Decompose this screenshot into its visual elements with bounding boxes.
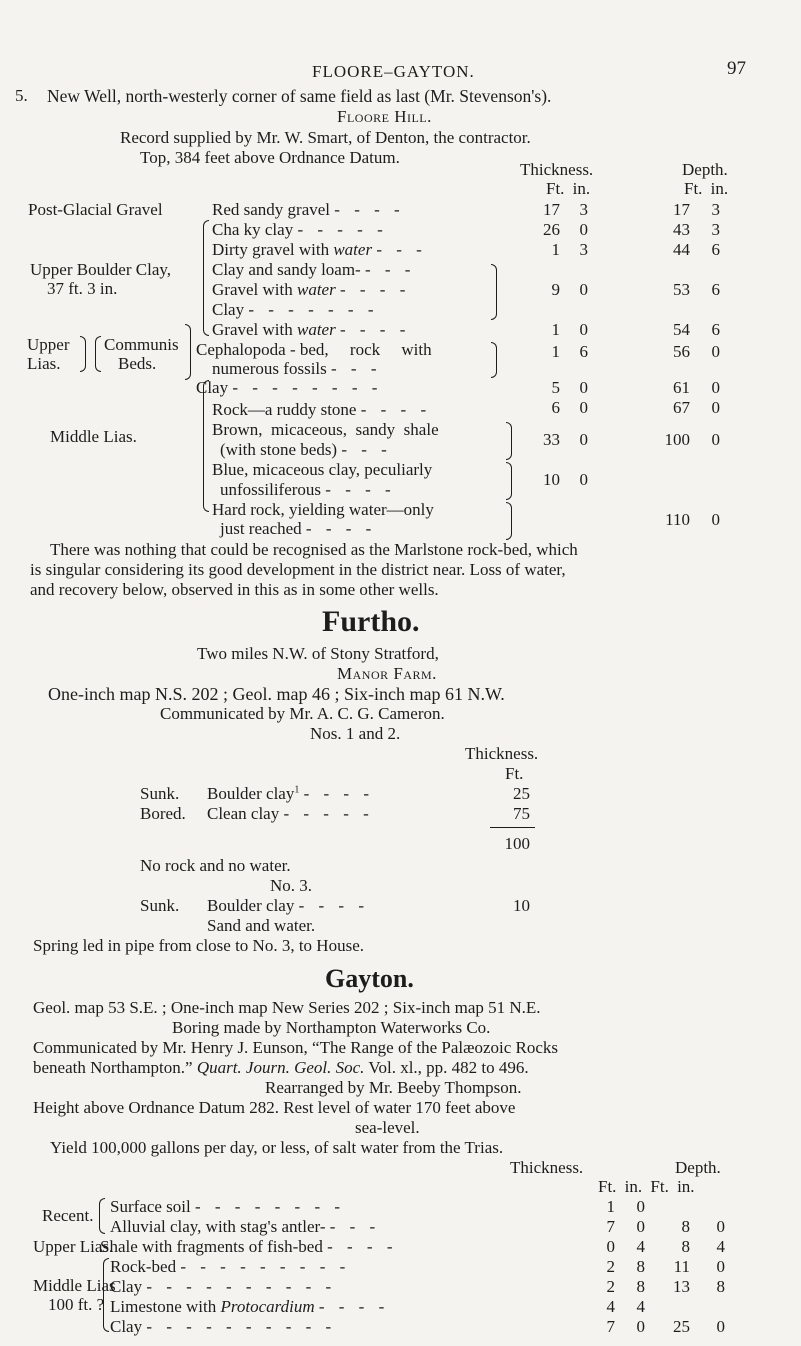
brace-upper-lias: [80, 336, 86, 372]
depth-in: 0: [711, 342, 720, 361]
col-units-depth: Ft. in.: [684, 179, 729, 198]
g-depth-in: 0: [716, 1257, 725, 1276]
well5-note-3: and recovery below, observed in this as in some other wells.: [30, 580, 439, 599]
stratum-gravel-water-2: Gravel with water - - - -: [212, 320, 411, 339]
group-middle-lias: Middle Lias.: [50, 427, 137, 446]
well-top: Top, 384 feet above Ordnance Datum.: [140, 148, 400, 167]
thickness-in: 6: [579, 342, 588, 361]
furtho-row-ft: 25: [513, 784, 530, 803]
thickness-ft: 6: [551, 398, 560, 417]
total-rule: [490, 827, 535, 828]
gayton-stratum: Surface soil - - - - - - - -: [110, 1197, 346, 1216]
well5-note-1: There was nothing that could be recognised as the Marlstone rock-bed, which: [50, 540, 578, 559]
thickness-ft: 9: [551, 280, 560, 299]
gayton-group-recent: Recent.: [42, 1206, 94, 1225]
depth-ft: 17: [673, 200, 690, 219]
thickness-ft: 5: [551, 378, 560, 397]
g-thickness-in: 0: [636, 1217, 645, 1236]
brace-brown-shale: [506, 422, 512, 460]
gayton-group-upper-lias: Upper Lias.: [33, 1237, 114, 1256]
gayton-boring: Boring made by Northampton Waterworks Co.: [172, 1018, 491, 1037]
furtho-total: 100: [504, 834, 530, 853]
g-depth-ft: 11: [673, 1257, 690, 1276]
stratum-hard-rock: Hard rock, yielding water—only: [212, 500, 434, 519]
thickness-ft: 33: [543, 430, 560, 449]
depth-ft: 54: [673, 320, 690, 339]
brace-hard-rock: [506, 502, 512, 540]
group-boulder-thickness: 37 ft. 3 in.: [47, 279, 118, 298]
brace-recent: [99, 1198, 105, 1234]
furtho-location: Two miles N.W. of Stony Stratford,: [197, 644, 439, 663]
g-depth-in: 4: [716, 1237, 725, 1256]
gayton-stratum: Rock-bed - - - - - - - - -: [110, 1257, 351, 1276]
stratum-brown-shale: Brown, micaceous, sandy shale: [212, 420, 439, 439]
stratum-blue-clay: Blue, micaceous clay, peculiarly: [212, 460, 433, 479]
furtho-row-text: Clean clay - - - - -: [207, 804, 374, 823]
thickness-in: 0: [579, 430, 588, 449]
g-thickness-in: 8: [636, 1257, 645, 1276]
g-depth-in: 8: [716, 1277, 725, 1296]
furtho-spring: Spring led in pipe from close to No. 3, to House.: [33, 936, 364, 955]
gayton-col-depth: Depth.: [675, 1158, 721, 1177]
brace-middle-lias: [203, 380, 209, 512]
g-depth-in: 0: [716, 1217, 725, 1236]
g-thickness-in: 0: [636, 1197, 645, 1216]
thickness-ft: 17: [543, 200, 560, 219]
well5-note-2: is singular considering its good development in the district near. Loss of water,: [30, 560, 566, 579]
g-thickness-ft: 2: [606, 1257, 615, 1276]
brace-communis: [95, 336, 101, 372]
depth-in: 0: [711, 510, 720, 529]
stratum-clay-2: Clay - - - - - - - -: [196, 378, 383, 397]
thickness-in: 0: [579, 378, 588, 397]
furtho-row3-label: Sunk.: [140, 896, 180, 915]
stratum-clay-loam: Clay and sandy loam- - - -: [212, 260, 416, 279]
g-thickness-ft: 0: [606, 1237, 615, 1256]
thickness-ft: 26: [543, 220, 560, 239]
furtho-no3: No. 3.: [270, 876, 313, 895]
furtho-place: Manor Farm.: [337, 664, 437, 683]
gayton-col-units: Ft. in. Ft. in.: [598, 1177, 695, 1196]
stratum-red-sandy-gravel: Red sandy gravel - - - -: [212, 200, 405, 219]
group-beds: Beds.: [118, 354, 157, 373]
furtho-row-label: Sunk.: [140, 784, 180, 803]
depth-in: 6: [711, 240, 720, 259]
well-record: Record supplied by Mr. W. Smart, of Denton, the contractor.: [120, 128, 531, 147]
depth-ft: 43: [673, 220, 690, 239]
stratum-gravel-water: Gravel with water - - - -: [212, 280, 411, 299]
gayton-stratum: Clay - - - - - - - - - -: [110, 1317, 337, 1336]
depth-ft: 100: [664, 430, 690, 449]
thickness-in: 0: [579, 220, 588, 239]
furtho-row3-ft: 10: [513, 896, 530, 915]
stratum-rock-ruddy: Rock—a ruddy stone - - - -: [212, 400, 432, 419]
group-upper: Upper: [27, 335, 70, 354]
brace-gravel-water: [491, 264, 497, 320]
furtho-maps: One-inch map N.S. 202 ; Geol. map 46 ; Six-inch map 61 N.W.: [48, 684, 505, 704]
depth-in: 3: [711, 200, 720, 219]
furtho-col-thickness: Thickness.: [465, 744, 539, 763]
depth-in: 3: [711, 220, 720, 239]
g-depth-in: 0: [716, 1317, 725, 1336]
g-thickness-ft: 1: [606, 1197, 615, 1216]
gayton-rearranged: Rearranged by Mr. Beeby Thompson.: [265, 1078, 522, 1097]
gayton-communicated-2: beneath Northampton.” Quart. Journ. Geol. Soc. Vol. xl., pp. 482 to 496.: [33, 1058, 529, 1077]
depth-ft: 44: [673, 240, 690, 259]
gayton-maps: Geol. map 53 S.E. ; One-inch map New Series 202 ; Six-inch map 51 N.E.: [33, 998, 541, 1017]
depth-in: 0: [711, 430, 720, 449]
page-number: 97: [727, 58, 746, 79]
stratum-dirty-gravel: Dirty gravel with water - - -: [212, 240, 427, 259]
g-thickness-in: 8: [636, 1277, 645, 1296]
depth-ft: 110: [665, 510, 690, 529]
brace-boulder-clay: [203, 220, 209, 336]
gayton-group-middle-lias: Middle Lias: [33, 1276, 116, 1295]
heading-furtho: Furtho.: [322, 605, 420, 638]
thickness-ft: 1: [551, 240, 560, 259]
stratum-clay: Clay - - - - - - -: [212, 300, 379, 319]
g-depth-ft: 8: [681, 1237, 690, 1256]
brace-middle-lias-gayton: [103, 1258, 109, 1332]
furtho-sand: Sand and water.: [207, 916, 316, 935]
group-postglacial: Post-Glacial Gravel: [28, 200, 163, 219]
thickness-in: 3: [579, 200, 588, 219]
heading-gayton: Gayton.: [325, 964, 414, 993]
g-thickness-ft: 7: [606, 1317, 615, 1336]
depth-in: 6: [711, 280, 720, 299]
well-place: Floore Hill.: [337, 107, 432, 126]
furtho-row-ft: 75: [513, 804, 530, 823]
group-lias: Lias.: [27, 354, 61, 373]
furtho-row-label: Bored.: [140, 804, 186, 823]
gayton-height-1: Height above Ordnance Datum 282. Rest level of water 170 feet above: [33, 1098, 516, 1117]
thickness-ft: 1: [551, 342, 560, 361]
g-thickness-ft: 2: [606, 1277, 615, 1296]
stratum-cephalopoda-bed: Cephalopoda - bed, rock with: [196, 340, 432, 359]
furtho-col-ft: Ft.: [505, 764, 524, 783]
stratum-stone-beds: (with stone beds) - - -: [220, 440, 392, 459]
depth-ft: 67: [673, 398, 690, 417]
depth-in: 6: [711, 320, 720, 339]
gayton-stratum: Alluvial clay, with stag's antler- - - -: [110, 1217, 381, 1236]
g-depth-ft: 25: [673, 1317, 690, 1336]
furtho-communicated: Communicated by Mr. A. C. G. Cameron.: [160, 704, 445, 723]
well-number: 5.: [15, 86, 28, 105]
thickness-in: 0: [579, 280, 588, 299]
g-thickness-ft: 7: [606, 1217, 615, 1236]
furtho-row-text: Boulder clay$^1$ - - - -: [207, 784, 374, 803]
col-units-thickness: Ft. in.: [546, 179, 591, 198]
depth-in: 0: [711, 398, 720, 417]
g-thickness-in: 4: [636, 1237, 645, 1256]
col-depth: Depth.: [682, 160, 728, 179]
furtho-nos: Nos. 1 and 2.: [310, 724, 401, 743]
gayton-height-2: sea-level.: [355, 1118, 420, 1137]
g-thickness-in: 4: [636, 1297, 645, 1316]
thickness-ft: 10: [543, 470, 560, 489]
depth-in: 0: [711, 378, 720, 397]
depth-ft: 56: [673, 342, 690, 361]
thickness-ft: 1: [551, 320, 560, 339]
gayton-group-middle-thickness: 100 ft. ?: [48, 1295, 105, 1314]
well-description: New Well, north-westerly corner of same field as last (Mr. Stevenson's).: [47, 86, 552, 106]
depth-ft: 61: [673, 378, 690, 397]
stratum-just-reached: just reached - - - -: [220, 519, 377, 538]
stratum-chalky-clay: Cha ky clay - - - - -: [212, 220, 388, 239]
gayton-stratum: Shale with fragments of fish-bed - - - -: [100, 1237, 398, 1256]
depth-ft: 53: [673, 280, 690, 299]
furtho-no-rock: No rock and no water.: [140, 856, 291, 875]
gayton-communicated-1: Communicated by Mr. Henry J. Eunson, “The Range of the Palæozoic Rocks: [33, 1038, 559, 1057]
thickness-in: 0: [579, 320, 588, 339]
gayton-yield: Yield 100,000 gallons per day, or less, of salt water from the Trias.: [50, 1138, 504, 1157]
running-head-title: FLOORE–GAYTON.: [312, 62, 475, 81]
furtho-row3-text: Boulder clay - - - -: [207, 896, 369, 915]
stratum-numerous-fossils: numerous fossils - - -: [212, 359, 382, 378]
g-thickness-ft: 4: [606, 1297, 615, 1316]
gayton-stratum: Clay - - - - - - - - - -: [110, 1277, 337, 1296]
group-communis: Communis: [104, 335, 179, 354]
gayton-col-thickness: Thickness.: [510, 1158, 584, 1177]
stratum-unfossiliferous: unfossiliferous - - - -: [220, 480, 396, 499]
group-boulder-clay: Upper Boulder Clay,: [30, 260, 172, 279]
brace-blue-clay: [506, 462, 512, 500]
g-thickness-in: 0: [636, 1317, 645, 1336]
thickness-in: 3: [579, 240, 588, 259]
col-thickness: Thickness.: [520, 160, 594, 179]
gayton-stratum: Limestone with Protocardium - - - -: [110, 1297, 390, 1316]
thickness-in: 0: [579, 470, 588, 489]
g-depth-ft: 8: [681, 1217, 690, 1236]
thickness-in: 0: [579, 398, 588, 417]
g-depth-ft: 13: [673, 1277, 690, 1296]
brace-communis-right: [185, 324, 191, 380]
brace-cephalopoda: [491, 342, 497, 378]
